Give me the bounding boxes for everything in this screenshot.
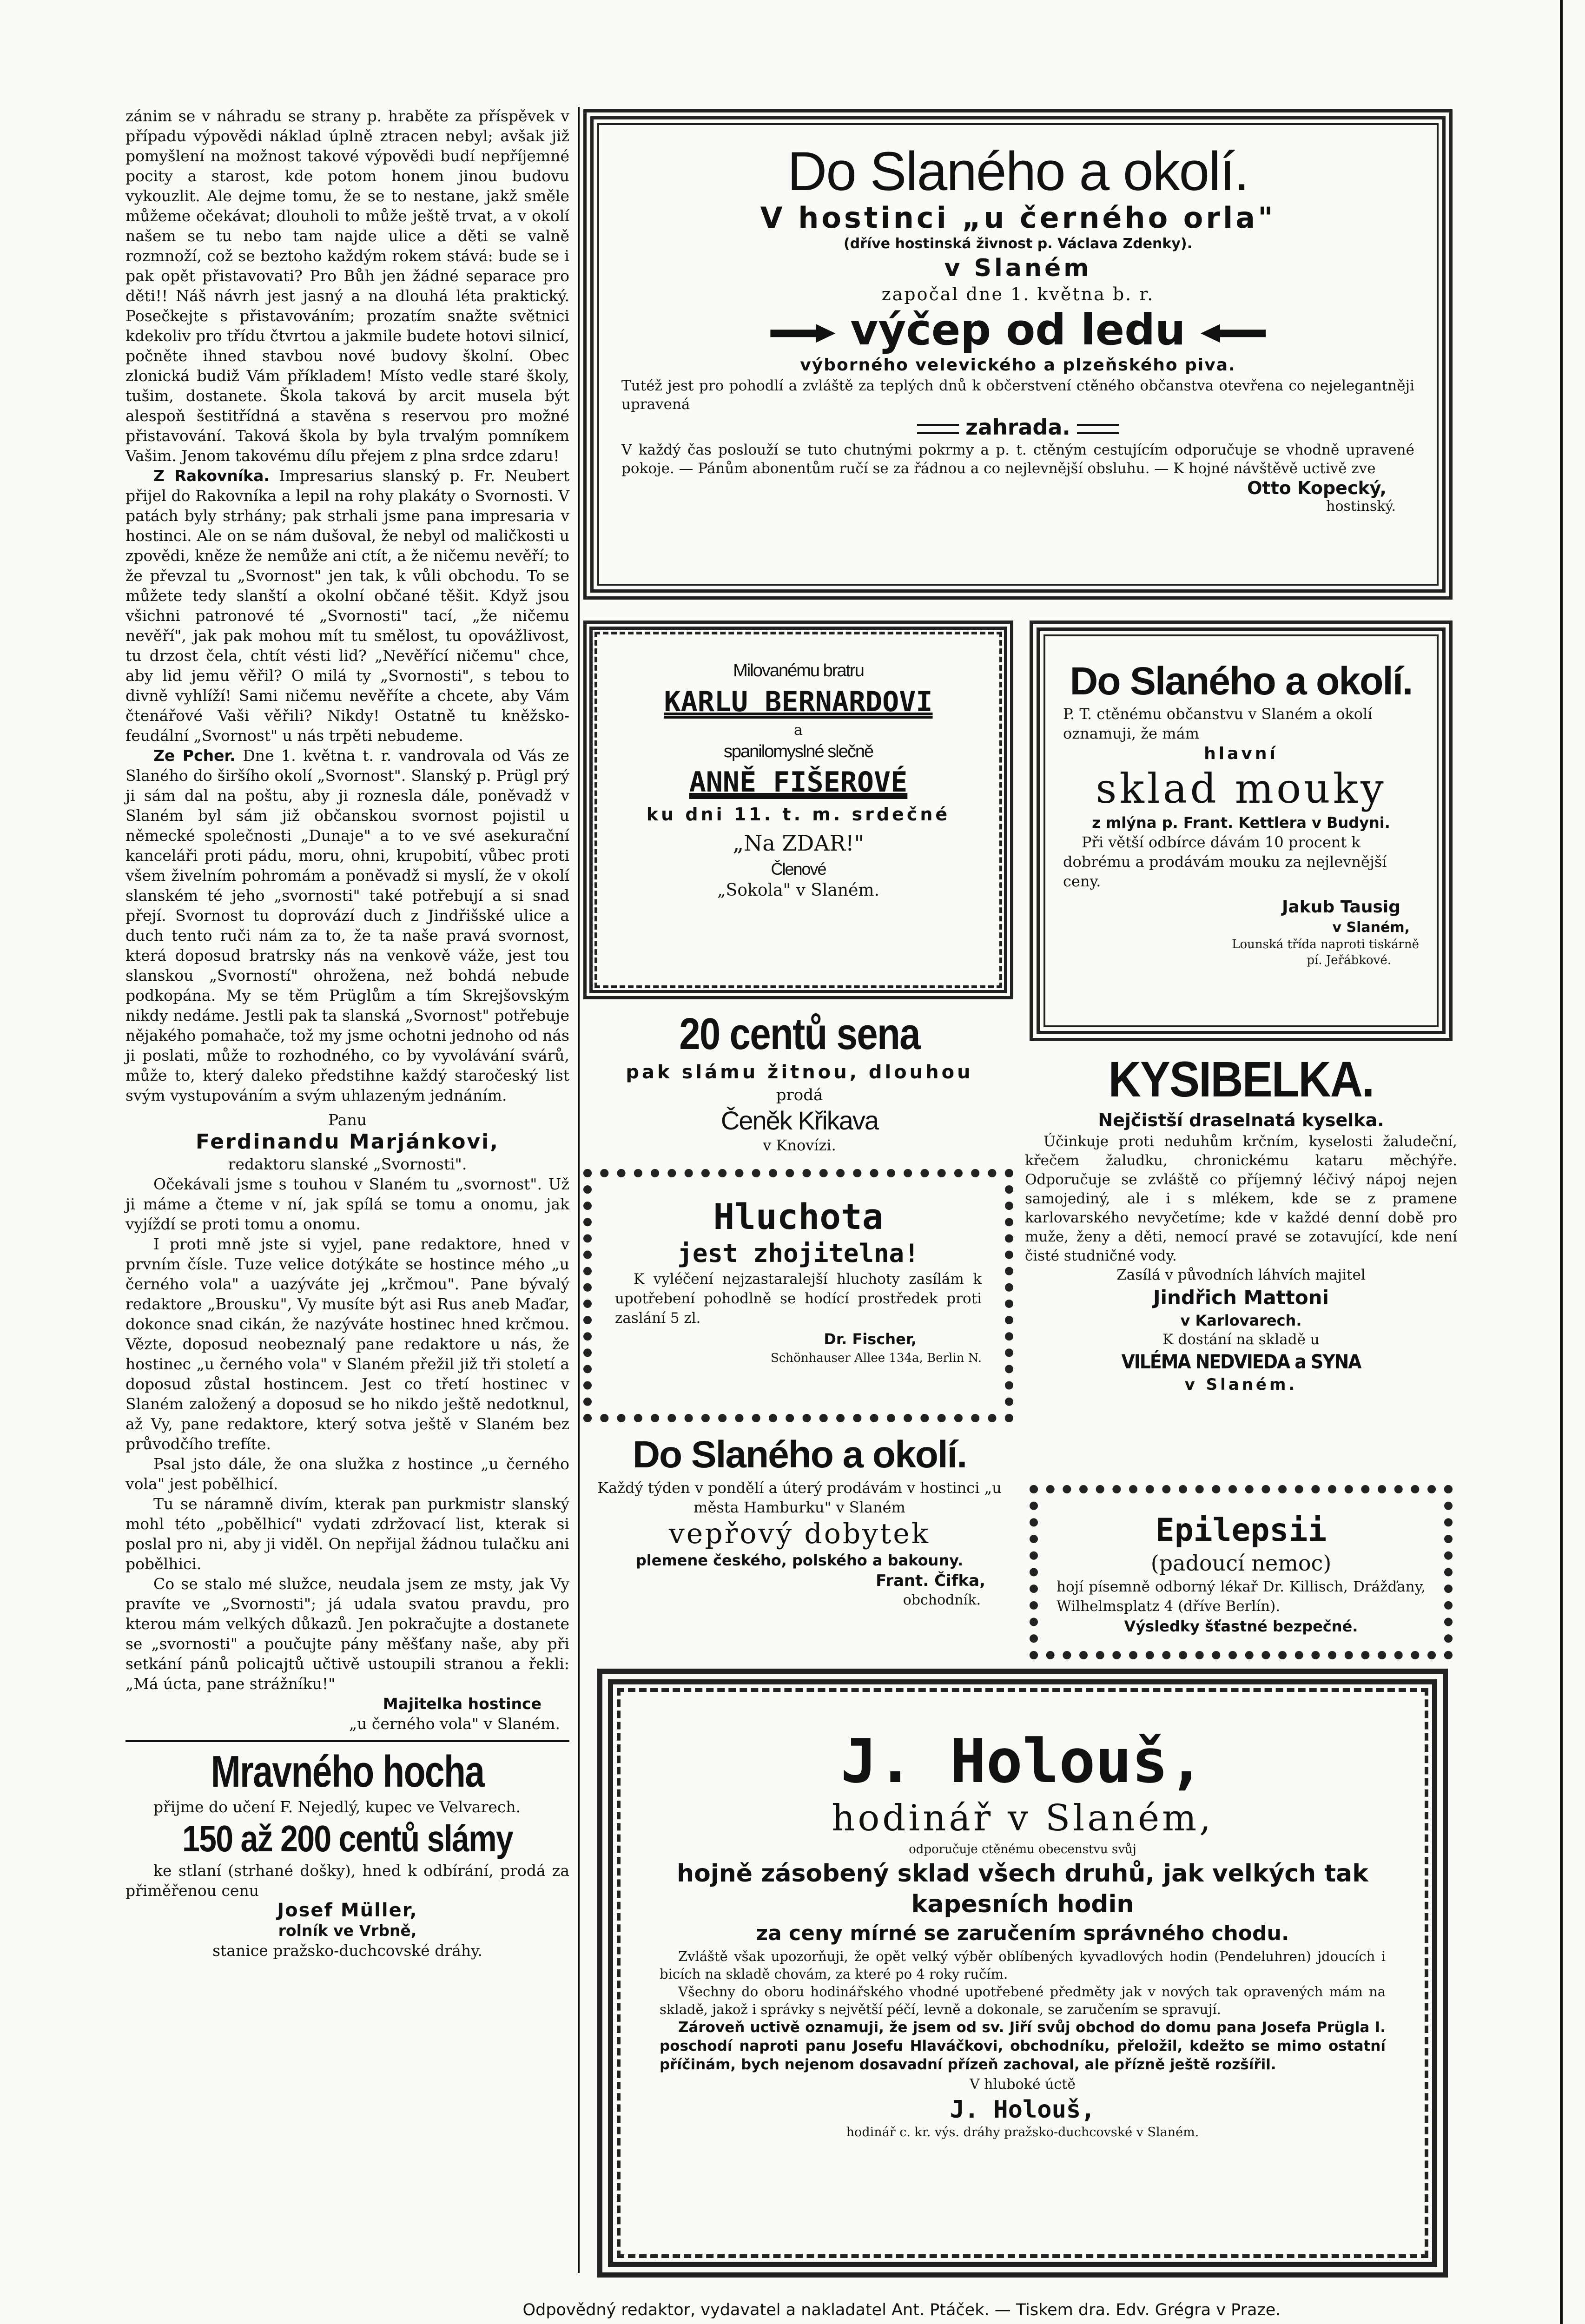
ad-title: KYSIBELKA. bbox=[1108, 1051, 1374, 1107]
ad-sign-sub: pí. Jeřábkové. bbox=[1307, 953, 1391, 967]
double-rule bbox=[1077, 424, 1119, 434]
ad-text: odporučuje ctěnému obecenstvu svůj bbox=[909, 1842, 1136, 1856]
ad-hluchota bbox=[583, 1169, 1013, 1422]
ad-text: Zvláště však upozorňuji, že opět velký výběr oblíbených kyvadlových hodin (Pendeluhren) jdoucích i bicích na skladě chovám, za které po 4 roky ručím. bbox=[660, 1948, 1386, 1982]
ad-text: P. T. ctěnému občanstvu v Slaném a okolí oznamuji, že mám bbox=[1063, 705, 1373, 742]
article-paragraph: Očekávali jsme s touhou v Slaném tu „svornost". Už ji máme a čteme v ní, jak spílá se tomu a onomu, jak vyjíždí se proti tomu a onomu. bbox=[125, 1175, 569, 1233]
ad-title: Hluchota bbox=[713, 1196, 884, 1237]
column-divider bbox=[578, 107, 580, 2273]
ad-line: prodá bbox=[776, 1086, 823, 1104]
article-paragraph bbox=[125, 466, 569, 746]
ad-slama-text: ke stlaní (strhané došky), hned k odbírání, prodá za přiměřenou cenu bbox=[125, 1862, 569, 1900]
ad-epilepsii bbox=[1030, 1485, 1453, 1659]
ad-line: spanilomyslné slečně bbox=[723, 742, 873, 761]
ad-sign-sub: obchodník. bbox=[903, 1592, 981, 1608]
ad-name: Čeněk Křikava bbox=[720, 1106, 878, 1135]
pcher-heading: Ze Pcher. bbox=[153, 746, 236, 765]
ad-text: V každý čas poslouží se tuto chutnými pokrmy a p. t. ctěným cestujícím odporučuje se vhodně upravené pokoje. — Pánům abonentům ručí se za řádnou a co nejlevnější obsluhu. — K hojné návštěvě uctivě zve bbox=[621, 442, 1414, 477]
ad-firm: VILÉMA NEDVIEDA a SYNA bbox=[1121, 1350, 1361, 1373]
ad-big: hojně zásobený sklad všech druhů, jak velkých tak bbox=[677, 1860, 1368, 1888]
ad-name: KARLU BERNARDOVI bbox=[664, 686, 933, 718]
ad-text: hojí písemně odborný lékař Dr. Killisch, Drážďany, Wilhelmsplatz 4 (dříve Berlín). bbox=[1057, 1578, 1426, 1615]
ad-line: „Na ZDAR!" bbox=[733, 831, 864, 856]
ad-text: K dostání na skladě u bbox=[1162, 1331, 1320, 1348]
letter-addressee-sub: redaktoru slanské „Svornosti". bbox=[228, 1155, 467, 1173]
ad-title: J. Holouš, bbox=[840, 1726, 1205, 1796]
ad-title: Epilepsii bbox=[1155, 1512, 1327, 1549]
ad-big: za ceny mírné se zaručením správného chodu. bbox=[756, 1921, 1289, 1945]
ad-line: a bbox=[793, 721, 803, 739]
letter-addressee: Ferdinandu Marjánkovi, bbox=[196, 1130, 499, 1154]
pointing-hand-icon bbox=[770, 324, 835, 343]
ad-sub: hodinář v Slaném, bbox=[832, 1797, 1214, 1839]
ad-sign-sub: hodinář c. kr. výs. dráhy pražsko-duchcovské v Slaném. bbox=[846, 2125, 1199, 2139]
ad-line: Členové bbox=[771, 859, 826, 878]
ad-big-text: výčep od ledu bbox=[850, 305, 1186, 355]
ad-line: z mlýna p. Frant. Kettlera v Budyni. bbox=[1092, 814, 1390, 832]
pcher-text: Dne 1. května t. r. vandrovala od Vás ze Slaného do širšího okolí „Svornost". Slanský p. Prügl prý ji sám dal na poštu, aby ji roznesla dále, poněvadž v Slaném byl sám již občanskou svornost pojistil u německé společnosti „Dunaje" a to ve své asekurační kanceláři proti pádu, moru, ohni, krupobití, vůbec proti všem živelním pohromám a poněvadž si myslí, že v okolí slanském té jeho „svornosti" také potřebují a si snad přejí. Svornost tu doprovází duch z Jindřišské ulice a duch tento ruči nám za to, že ta naše pravá svornost, která doposud bratrsky nás na venkově váže, jest tou slanskou „Svorností" ohrožena, než bohdá nebude podkopána. My se těm Prüglům a tím Skrejšovským nikdy nedáme. Jestli pak ta slanská „Svornost" potřebuje nějakého pomahače, tož my jsme ochotni jednoho od nás ji poslati, může to rozhodného, co by vyvolávání svárů, může to, který daleko předstihne každý staročeský list svým vystupováním a svým uhlazeným jednáním. bbox=[125, 746, 569, 1104]
ad-line: v Slaném. bbox=[1184, 1375, 1298, 1394]
ad-cerny-orel bbox=[583, 109, 1453, 600]
ad-name: ANNĚ FIŠEROVÉ bbox=[689, 766, 908, 799]
ad-slama-name: Josef Müller, bbox=[277, 1900, 418, 1921]
article-paragraph: Tu se náramně divím, kterak pan purkmistr slanský mohl této „pobělhicí" vydati zdržovací list, kterak si poslal pro ni, aby ji viděl. On nepřijal žádnou tulačku ani pobělhici. bbox=[125, 1495, 569, 1573]
ad-sign-sub: hostinský. bbox=[1326, 498, 1396, 515]
ad-garden bbox=[621, 414, 1414, 441]
ad-sena bbox=[590, 1009, 1009, 1167]
ad-garden-text: zahrada. bbox=[965, 415, 1070, 440]
pointing-hand-icon bbox=[1201, 324, 1266, 343]
ad-big: sklad mouky bbox=[1096, 765, 1387, 812]
ad-sub: jest zhojitelna! bbox=[677, 1239, 919, 1268]
ad-line: výborného velevického a plzeňského piva. bbox=[800, 356, 1236, 375]
ad-hoch-text: přijme do učení F. Nejedlý, kupec ve Velvarech. bbox=[153, 1798, 521, 1816]
ad-line: V hostinci „u černého orla" bbox=[760, 201, 1276, 235]
ad-kysibelka bbox=[1025, 1050, 1457, 1478]
ad-line: Milovanému bratru bbox=[733, 661, 864, 680]
ad-line: (dříve hostinská živnost p. Václava Zdenky). bbox=[843, 236, 1193, 252]
ad-sign: Jakub Tausig bbox=[1282, 898, 1400, 917]
ad-title: Do Slaného a okolí. bbox=[787, 141, 1248, 202]
ad-slama-sub1: rolník ve Vrbně, bbox=[278, 1921, 417, 1940]
hr bbox=[125, 1740, 569, 1742]
ad-line: započal dne 1. května b. r. bbox=[881, 284, 1155, 304]
ad-title: Do Slaného a okolí. bbox=[1070, 659, 1413, 703]
rakovnik-heading: Z Rakovníka. bbox=[153, 467, 270, 485]
letter-salutation: Panu bbox=[328, 1111, 367, 1129]
ad-sign: Otto Kopecký, bbox=[1247, 478, 1387, 498]
ad-name: Jindřich Mattoni bbox=[1153, 1286, 1329, 1309]
ad-slama-sub2: stanice pražsko-duchcovské dráhy. bbox=[212, 1941, 482, 1960]
ad-line: v Karlovarech. bbox=[1180, 1312, 1302, 1329]
ad-text: Při větší odbírce dávám 10 procent k dobrému a prodávám mouku za nejlevnější ceny. bbox=[1063, 833, 1387, 890]
ad-sub: (padoucí nemoc) bbox=[1150, 1551, 1332, 1576]
ad-sign: Frant. Čifka, bbox=[876, 1571, 985, 1590]
letter-signature-title: Majitelka hostince bbox=[383, 1695, 542, 1713]
article-paragraph: zánim se v náhradu se strany p. hraběte za příspěvek v případu výpovědi náklad úplně ztracen nebyl; avšak již pomyšlení na možnost takové výpovědi budí nepříjemné pocity a starost, kde potom honem jinou budovu vykouzlit. Ale dejme tomu, že se to nestane, jakž směle můžeme očekávat; dlouholi to může ještě trvat, a v okolí našem se tu nebo tam najde ulice a děti se valně rozmnoží, což se beztoho každým rokem stává: bude se i pak opět přistavovati? Pro Bůh jen žádné separace pro děti!! Náš návrh jest jasný a na dlouhá léta praktický. Posečkejte s přistavováním; prozatím snažte světnici kdekoliv pro třídu čtvrtou a jakmile budete hotovi silnicí, počněte ihned stavbou nové budovy školní. Obec zlonická budiž Vám příkladem! Místo vedle staré školy, tušim, dostanete. Škola taková by arcit musela být alespoň šestitřídná a stavěna s reservou pro možné přistavování. Taková škola by byla trvalým pomníkem Vašim. Jenom takovému dílu přejem z plna srdce zdaru! bbox=[125, 107, 569, 465]
ad-title: 20 centů sena bbox=[679, 1009, 920, 1059]
ad-text: Zároveň uctivě oznamuji, že jsem od sv. Jiří svůj obchod do domu pana Josefa Prügla I. poschodí naproti panu Josefu Hlaváčkovi, obchodníku, přeložil, kdežto se mimo ostatní příčinám, bych nejenom dosavadní přízeň zachoval, ale přízně ještě rozšířil. bbox=[660, 2019, 1386, 2073]
ad-sub: Nejčistší draselnatá kyselka. bbox=[1098, 1110, 1384, 1130]
double-rule bbox=[917, 424, 959, 434]
ad-title: Do Slaného a okolí. bbox=[632, 1433, 967, 1476]
ad-line: V hluboké úctě bbox=[969, 2076, 1076, 2093]
ad-text: Zasílá v původních láhvích majitel bbox=[1116, 1267, 1366, 1283]
right-edge-line bbox=[1560, 0, 1563, 2324]
ad-big-line bbox=[621, 305, 1414, 354]
ad-line: plemene českého, polského a bakouny. bbox=[635, 1552, 964, 1569]
ad-line: v Slaném bbox=[944, 254, 1092, 282]
ad-line: pak slámu žitnou, dlouhou bbox=[626, 1062, 973, 1083]
rakovnik-text: Impresarius slanský p. Fr. Neubert přijel do Rakovníka a lepil na rohy plakáty o Svornosti. V patách byly strhány; pak strhali jsme pana impresaria v hostinci. Ale on se nám dušoval, že nebyl od maličkosti u zpovědi, kněze že nemůže ani ctít, a že ničemu nevěří; to že převzal tu „Svornost" jen tak, k vůli obchodu. To se můžete tedy slanští a okolní občané těšit. Když jsou všichni patronové té „Svornosti" tací, „že ničemu nevěří", jak pak mohou mít tu smělost, tu opovážlivost, tu drzost čela, chtít vésti lid? „Nevěřící ničemu" chce, aby lid jemu věřil? O milá ty „Svornosti", s tebou to divně vyhlíží! Sami ničemu nevěříte a chcete, aby Vám čtenářové Vaši věřili? Nikdy! Ostatně tu kněžsko-feudální „Svornost" u nás trpěti nebudeme. bbox=[125, 467, 569, 745]
ad-text: Tutéž jest pro pohodlí a zvláště za teplých dnů k občerstvení ctěného občanstva otevřena co nejelegantněji upravená bbox=[621, 377, 1414, 413]
ad-text: Všechny do oboru hodinářského vhodné upotřebené předměty jak v nových tak opravených mám na skladě, jakož i správky s největší péčí, levně a dokonale, se zaručením se spravují. bbox=[660, 1984, 1386, 2017]
ad-text: K vyléčení nejzastaralejší hluchoty zasílám k upotřebení pohodlně se hodící prostředek proti zaslání 5 zl. bbox=[615, 1271, 982, 1327]
ad-big: kapesních hodin bbox=[911, 1890, 1134, 1918]
ad-sign: Dr. Fischer, bbox=[824, 1330, 917, 1348]
ad-line: „Sokola" v Slaném. bbox=[717, 881, 879, 900]
article-paragraph: Co se stalo mé služce, neudala jsem ze msty, jak Vy pravíte ve „Svornosti"; já udala svatou pravdu, pro kterou mám velkých důkazů. Jen pokračujte a dostanete se „svornosti" a poučujte pány měšťany naše, aby při setkání pánů policajtů učtivě ustoupili stranou a řekli: „Má úcta, pane strážníku!" bbox=[125, 1575, 569, 1693]
ad-text: Účinkuje proti neduhům krčním, kyselosti žaludeční, křečem žaludku, chronickému kataru měchýře. Odporučuje se zvláště co příjemný léčivý nápoj nejen samojediný, ale i s mlékem, kde se z pramene karlovarského nevyčetíme; kde v každé denní době pro muže, ženy a děti, nemocí pravé se zotavující, kde není čisté studničné vody. bbox=[1025, 1133, 1457, 1264]
ad-text: Každý týden v pondělí a úterý prodávám v hostinci „u města Hamburku" v Slaném bbox=[597, 1479, 1002, 1516]
left-column bbox=[125, 106, 569, 1961]
ad-slama-title: 150 až 200 centů slámy bbox=[182, 1818, 513, 1859]
ad-sign-sub: Lounská třída naproti tiskárně bbox=[1232, 938, 1419, 951]
letter-signature-name: „u černého vola" v Slaném. bbox=[349, 1715, 560, 1733]
imprint-footer: Odpovědný redaktor, vydavatel a nakladatel Ant. Ptáček. — Tiskem dra. Edv. Grégra v Praze. bbox=[522, 2301, 1281, 2319]
article-paragraph: Psal jsto dále, že ona služka z hostince „u černého vola" jest pobělhicí. bbox=[125, 1455, 569, 1493]
ad-vepr bbox=[595, 1432, 1004, 1627]
ad-bernard bbox=[583, 621, 1013, 999]
ad-line: Výsledky šťastné bezpečné. bbox=[1124, 1618, 1358, 1635]
ad-mouka bbox=[1030, 621, 1453, 1041]
ad-hoch-title: Mravného hocha bbox=[211, 1747, 484, 1796]
ad-line: hlavní bbox=[1204, 744, 1278, 763]
ad-sign-sub: v Slaném, bbox=[1332, 919, 1410, 936]
ad-sign: J. Holouš, bbox=[950, 2096, 1096, 2124]
ad-line: v Knovízi. bbox=[763, 1136, 836, 1154]
ad-holous bbox=[597, 1669, 1448, 2278]
article-paragraph: I proti mně jste si vyjel, pane redaktore, hned v prvním čísle. Tuze velice dotýkáte se hostince mého „u černého vola" a uazýváte jej „krčmou". Pane bývalý redaktore „Brousku", Vy musíte být asi Rus aneb Maďar, dokonce snad cikán, že nazýváte hostinec hned krčmou. Vězte, doposud neobeznalý pane redaktore u nás, že hostinec „u černého vola" v Slaném přežil již tři století a doposud zůstal hostincem. Jest co třetí hostinec v Slaném založený a doposud se ho nikdo ještě nedotknul, až Vy, pane redaktore, který sotva ještě v Slaném bez průvodčího trefíte. bbox=[125, 1235, 569, 1453]
ad-line: ku dni 11. t. m. srdečné bbox=[646, 804, 951, 825]
ad-big: vepřový dobytek bbox=[668, 1518, 931, 1550]
article-paragraph bbox=[125, 746, 569, 1105]
ad-sign-sub: Schönhauser Allee 134a, Berlin N. bbox=[771, 1351, 982, 1365]
